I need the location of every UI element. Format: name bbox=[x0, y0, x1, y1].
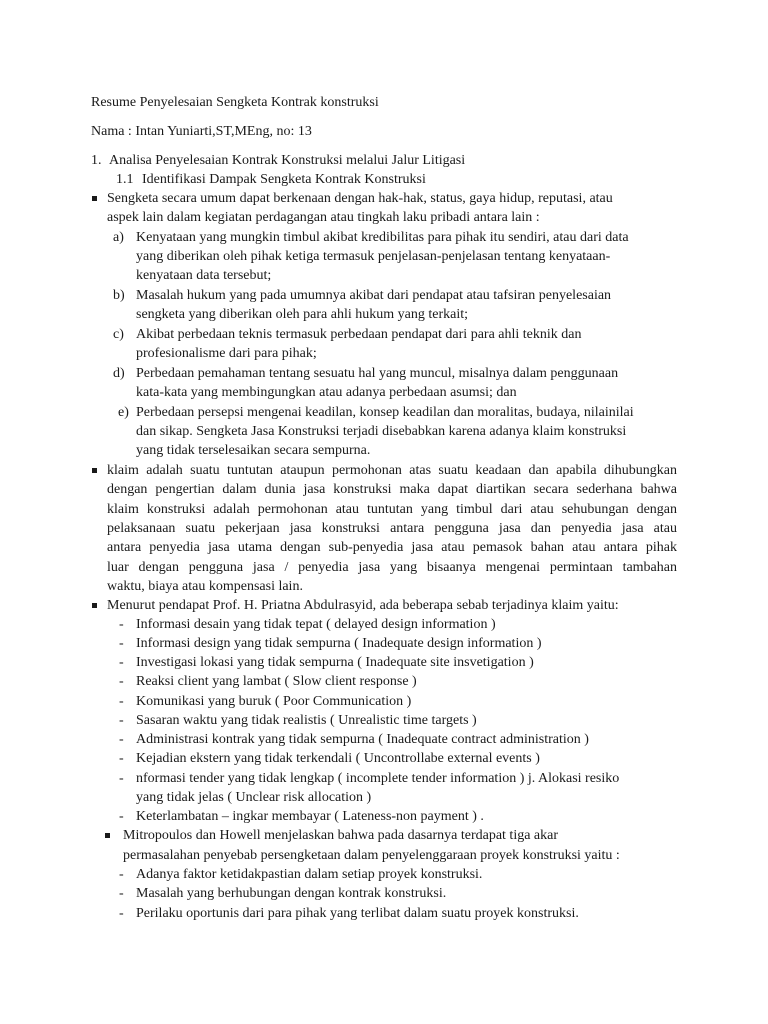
bullet2-line: klaim adalah suatu tuntutan ataupun permohonan atas suatu keadaan dan apabila dihubungkan bbox=[107, 463, 677, 478]
cause-item: Keterlambatan – ingkar membayar ( Lateness-non payment ) . bbox=[136, 809, 484, 824]
bullet2-line: waktu, biaya atau kompensasi lain. bbox=[107, 579, 303, 594]
bullet2-line: klaim konstruksi adalah permohonan atau tuntutan yang timbul dari atau sehubungan dengan bbox=[107, 502, 677, 517]
bullet4-line: permasalahan penyebab persengketaan dalam penyelenggaraan proyek konstruksi yaitu : bbox=[123, 848, 620, 863]
section-heading: Analisa Penyelesaian Kontrak Konstruksi melalui Jalur Litigasi bbox=[109, 153, 466, 168]
bullet-square bbox=[92, 603, 97, 608]
dash-marker: - bbox=[119, 694, 124, 709]
list-item-line: Masalah hukum yang pada umumnya akibat dari pendapat atau tafsiran penyelesaian bbox=[136, 288, 612, 303]
cause-item: Sasaran waktu yang tidak realistis ( Unrealistic time targets ) bbox=[136, 713, 477, 728]
subsection-heading: Identifikasi Dampak Sengketa Kontrak Konstruksi bbox=[142, 172, 426, 187]
list-item-line: profesionalisme dari para pihak; bbox=[136, 346, 317, 361]
list-item-line: Perbedaan pemahaman tentang sesuatu hal yang muncul, misalnya dalam penggunaan bbox=[136, 366, 619, 381]
bullet-square bbox=[92, 196, 97, 201]
bullet3-text: Menurut pendapat Prof. H. Priatna Abdulrasyid, ada beberapa sebab terjadinya klaim yaitu: bbox=[107, 598, 619, 613]
list-label: c) bbox=[113, 327, 124, 342]
bullet-square bbox=[92, 468, 97, 473]
dash-marker: - bbox=[119, 886, 124, 901]
list-item-line: Perbedaan persepsi mengenai keadilan, konsep keadilan dan moralitas, budaya, nilainilai bbox=[136, 405, 634, 420]
root-cause-item: Masalah yang berhubungan dengan kontrak konstruksi. bbox=[136, 886, 447, 901]
list-item-line: sengketa yang diberikan oleh para ahli hukum yang terkait; bbox=[136, 307, 469, 322]
root-cause-item: Adanya faktor ketidakpastian dalam setiap proyek konstruksi. bbox=[136, 867, 483, 882]
cause-item: nformasi tender yang tidak lengkap ( incomplete tender information ) j. Alokasi resiko bbox=[136, 771, 620, 786]
dash-marker: - bbox=[119, 751, 124, 766]
list-label: e) bbox=[118, 405, 129, 420]
dash-marker: - bbox=[119, 636, 124, 651]
list-label: b) bbox=[113, 288, 125, 303]
dash-marker: - bbox=[119, 732, 124, 747]
list-item-line: yang tidak terselesaikan secara sempurna. bbox=[136, 443, 371, 458]
dash-marker: - bbox=[119, 617, 124, 632]
dash-marker: - bbox=[119, 655, 124, 670]
cause-item: Administrasi kontrak yang tidak sempurna ( Inadequate contract administration ) bbox=[136, 732, 589, 747]
dash-marker: - bbox=[119, 809, 124, 824]
document-title: Resume Penyelesaian Sengketa Kontrak konstruksi bbox=[91, 95, 379, 110]
bullet2-line: dengan pengertian dalam dunia jasa konstruksi maka dapat diartikan secara sederhana bahwa bbox=[107, 482, 677, 497]
dash-marker: - bbox=[119, 674, 124, 689]
bullet-square bbox=[105, 833, 110, 838]
cause-item: Reaksi client yang lambat ( Slow client response ) bbox=[136, 674, 417, 689]
subsection-number: 1.1 bbox=[116, 172, 134, 187]
list-item-line: kenyataan data tersebut; bbox=[136, 268, 272, 283]
cause-item: Informasi design yang tidak sempurna ( Inadequate design information ) bbox=[136, 636, 542, 651]
dash-marker: - bbox=[119, 867, 124, 882]
bullet4-line: Mitropoulos dan Howell menjelaskan bahwa pada dasarnya terdapat tiga akar bbox=[123, 828, 559, 843]
section-number: 1. bbox=[91, 153, 102, 168]
cause-item: Informasi desain yang tidak tepat ( delayed design information ) bbox=[136, 617, 496, 632]
cause-item: Kejadian ekstern yang tidak terkendali ( Uncontrollabe external events ) bbox=[136, 751, 540, 766]
bullet2-line: luar dengan pengguna jasa / penyedia jasa yang bisaanya mengenai permintaan tambahan bbox=[107, 560, 677, 575]
root-cause-item: Perilaku oportunis dari para pihak yang terlibat dalam suatu proyek konstruksi. bbox=[136, 906, 579, 921]
bullet1-line: Sengketa secara umum dapat berkenaan dengan hak-hak, status, gaya hidup, reputasi, atau bbox=[107, 191, 613, 206]
list-label: a) bbox=[113, 230, 124, 245]
dash-marker: - bbox=[119, 906, 124, 921]
bullet1-line: aspek lain dalam kegiatan perdagangan atau tingkah laku pribadi antara lain : bbox=[107, 210, 540, 225]
list-item-line: Kenyataan yang mungkin timbul akibat kredibilitas para pihak itu sendiri, atau dari data bbox=[136, 230, 629, 245]
dash-marker: - bbox=[119, 713, 124, 728]
cause-item: Investigasi lokasi yang tidak sempurna ( Inadequate site insvetigation ) bbox=[136, 655, 534, 670]
list-item-line: kata-kata yang membingungkan atau adanya perbedaan asumsi; dan bbox=[136, 385, 517, 400]
list-label: d) bbox=[113, 366, 125, 381]
list-item-line: dan sikap. Sengketa Jasa Konstruksi terjadi disebabkan karena adanya klaim konstruksi bbox=[136, 424, 627, 439]
dash-marker: - bbox=[119, 771, 124, 786]
bullet2-line: pelaksanaan suatu pekerjaan jasa konstruksi antara pengguna jasa dan penyedia jasa atau bbox=[107, 521, 677, 536]
bullet2-line: antara penyedia jasa utama dengan sub-penyedia jasa atau pemasok bahan atau antara pihak bbox=[107, 540, 677, 555]
list-item-line: yang diberikan oleh pihak ketiga termasuk penjelasan-penjelasan tentang kenyataan- bbox=[136, 249, 611, 264]
cause-item: yang tidak jelas ( Unclear risk allocation ) bbox=[136, 790, 372, 805]
cause-item: Komunikasi yang buruk ( Poor Communication ) bbox=[136, 694, 412, 709]
author-line: Nama : Intan Yuniarti,ST,MEng, no: 13 bbox=[91, 124, 312, 139]
list-item-line: Akibat perbedaan teknis termasuk perbedaan pendapat dari para ahli teknik dan bbox=[136, 327, 582, 342]
